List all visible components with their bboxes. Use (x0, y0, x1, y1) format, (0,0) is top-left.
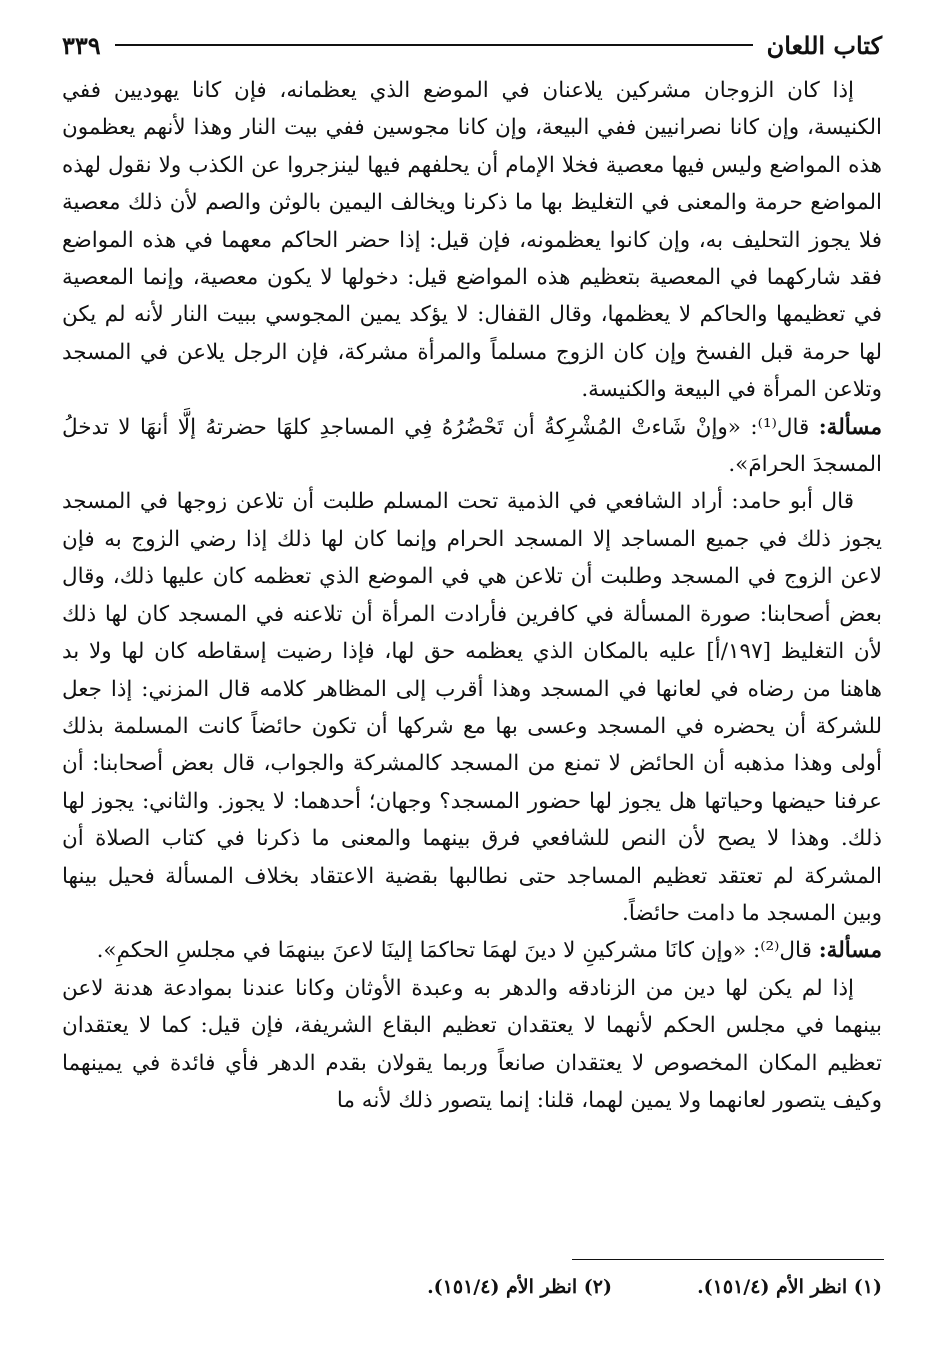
masala-paragraph (62, 409, 882, 484)
footnote-2: (٢) انظر الأم (١٥١/٤). (427, 1276, 612, 1298)
paragraph-text: إذا كان الزوجان مشركين يلاعنان في الموضع الذي يعظمانه، فإن كانا يهوديين ففي الكنيسة، وإن كانا نصرانيين ففي البيعة، وإن كانا مجوسين ففي بيت النار وهذا لأنهم يعظمون هذه المواضع وليس فيها معصية فخلا الإمام أن يحلفهم فيها لينزجروا عن الكذب ولا نقول لهذه المواضع حرمة والمعنى في التغليظ بها ما ذكرنا ويخالف اليمين بالوثن والصم لأن ذلك معصية فلا يجوز التحليف به، وإن كانوا يعظمونه، فإن قيل: إذا حضر الحاكم معهما في هذه المواضع فقد شاركهما في المعصية بتعظيم هذه المواضع قيل: دخولها لا يكون معصية، وإنما المعصية في تعظيمها والحاكم لا يعظمها، وقال القفال: لا يؤكد يمين المجوسي ببيت النار لأنه لم يكن لها حرمة قبل الفسخ وإن كان الزوج مسلماً والمرأة مشركة، فإن الرجل يلاعن في المسجد وتلاعن المرأة في البيعة والكنيسة. (62, 78, 882, 403)
paragraph (62, 72, 882, 409)
footnotes (62, 1276, 882, 1298)
masala-text: قال⁽²⁾: «وإن كانَا مشركينِ لا دينَ لهمَا تحاكمَا إلينَا لاعنَ بينهمَا في مجلسِ الحكمِ». (96, 938, 819, 964)
footnote-1: (١) انظر الأم (١٥١/٤). (697, 1276, 882, 1298)
masala-label: مسألة: (818, 938, 882, 964)
masala-label: مسألة: (818, 414, 882, 440)
paragraph-text: إذا لم يكن لها دين من الزنادقه والدهر به وعبدة الأوثان وكانا عندنا بموادعة هدنة لاعن بينهما في مجلس الحكم لأنهما لا يعتقدان تعظيم البقاع الشريفة، فإن قيل: كما لا يعتقدان تعظيم المكان المخصوص لا يعتقدان صانعاً وربما يقولان بقدم الدهر فأي فائدة في يمينهما وكيف يتصور لعانهما ولا يمين لهما، قلنا: إنما يتصور ذلك لأنه ما (62, 975, 882, 1113)
masala-text: قال⁽¹⁾: «وإنْ شَاءتْ المُشْرِكةُ أن تَحْضُرُهُ فِي المساجدِ كلهَا حضرتهُ إلَّا أنهَا لا تدخلُ المسجدَ الحرامَ». (62, 414, 882, 478)
main-text (62, 72, 882, 1119)
page-header (62, 22, 882, 68)
header-rule (115, 44, 753, 46)
paragraph-text: قال أبو حامد: أراد الشافعي في الذمية تحت المسلم طلبت أن تلاعن زوجها في المسجد يجوز ذلك في جميع المساجد إلا المسجد الحرام وإنما كان لها ذلك إذا رضي الزوج به فإن لاعن الزوج في المسجد وطلبت أن تلاعن هي في الموضع الذي تعظمه كان عليها ذلك، وقال بعض أصحابنا: صورة المسألة في كافرين فأرادت المرأة أن تلاعنه في المسجد كان لها ذلك لأن التغليظ [١٩٧/أ] عليه بالمكان الذي يعظمه حق لها، فإذا رضيت إسقاطه كان لها ولا بد هاهنا من رضاه في لعانها في المسجد وهذا أقرب إلى المظاهر كلامه قال المزني: إذا جعل للشركة أن يحضره في المسجد وعسى بها مع شركها أن تكون حائضاً كانت المسلمة بذلك أولى وهذا مذهبه أن الحائض لا تمنع من المسجد كالمشركة والجواب، قال بعض أصحابنا: أن عرفنا حيضها وحياتها هل يجوز لها حضور المسجد؟ وجهان؛ أحدهما: لا يجوز. والثاني: يجوز لها ذلك. وهذا لا يصح لأن النص للشافعي فرق بينهما والمعنى ما ذكرنا في كتاب الصلاة أن المشركة لم تعتقد تعظيم المساجد حتى نطالبها بقضية الاعتقاد بخلاف المسألة فحيل بينها وبين المسجد ما دامت حائضاً. (62, 489, 882, 926)
masala-paragraph (62, 932, 882, 969)
chapter-title: كتاب اللعان (766, 30, 882, 60)
paragraph (62, 483, 882, 932)
page-number: ٣٣٩ (62, 30, 101, 60)
footnote-rule (572, 1259, 884, 1260)
paragraph (62, 970, 882, 1120)
